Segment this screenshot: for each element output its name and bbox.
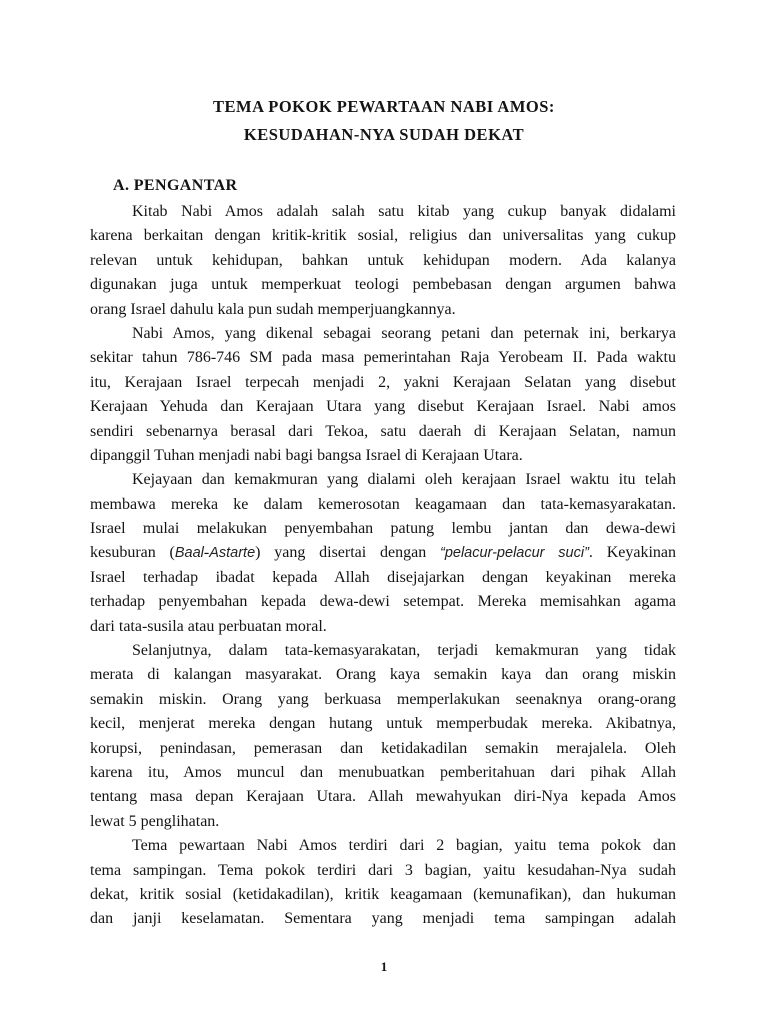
paragraph — [90, 834, 676, 932]
paragraph-line — [90, 541, 676, 565]
paragraph-line: Nabi Amos, yang dikenal sebagai seorang petani dan peternak ini, berkarya — [132, 324, 676, 342]
paragraph-line: sendiri sebenarnya berasal dari Tekoa, satu daerah di Kerajaan Selatan, namun — [90, 422, 676, 440]
paragraph-line: kecil, menjerat mereka dengan hutang untuk memperbudak mereka. Akibatnya, — [90, 715, 676, 733]
text-segment: - — [203, 544, 210, 562]
paragraph-line: Kejayaan dan kemakmuran yang dialami oleh kerajaan Israel waktu itu telah — [132, 471, 676, 489]
paragraph-line: dari tata-susila atau perbuatan moral. — [90, 617, 327, 635]
page-number: 1 — [380, 959, 388, 974]
text-segment: . Keyakinan — [588, 544, 676, 562]
paragraph — [90, 468, 676, 639]
paragraph-line: relevan untuk kehidupan, bahkan untuk kehidupan modern. Ada kalanya — [90, 251, 676, 269]
paragraph — [90, 200, 676, 322]
text-segment: kesuburan ( — [90, 544, 175, 562]
paragraph-line: Kerajaan Yehuda dan Kerajaan Utara yang disebut Kerajaan Israel. Nabi amos — [90, 398, 676, 416]
paragraph-line: tema sampingan. Tema pokok terdiri dari 3 bagian, yaitu kesudahan-Nya sudah — [90, 861, 676, 879]
paragraph-line: orang Israel dahulu kala pun sudah memperjuangkannya. — [90, 300, 456, 318]
paragraph-line: dipanggil Tuhan menjadi nabi bagi bangsa Israel di Kerajaan Utara. — [90, 446, 523, 464]
paragraph-line: Israel terhadap ibadat kepada Allah disejajarkan dengan keyakinan mereka — [90, 568, 676, 586]
paragraph-line: Kitab Nabi Amos adalah salah satu kitab yang cukup banyak didalami — [132, 203, 676, 220]
text-segment: ) yang disertai dengan — [255, 544, 440, 562]
paragraph-line: itu, Kerajaan Israel terpecah menjadi 2, yakni Kerajaan Selatan yang disebut — [90, 373, 676, 391]
paragraph-line: lewat 5 penglihatan. — [90, 812, 220, 830]
paragraph-line: dan janji keselamatan. Sementara yang menjadi tema sampingan adalah — [90, 910, 676, 928]
italic-term: Astarte — [209, 545, 256, 562]
paragraph-line: korupsi, penindasan, pemerasan dan ketidakadilan semakin merajalela. Oleh — [90, 739, 676, 757]
paragraph-line: digunakan juga untuk memperkuat teologi pembebasan dengan argumen bahwa — [90, 276, 676, 294]
paragraph — [90, 322, 676, 468]
paragraph-line: semakin miskin. Orang yang berkuasa memperlakukan seenaknya orang-orang — [90, 690, 676, 708]
paragraph-line: sekitar tahun 786-746 SM pada masa pemerintahan Raja Yerobeam II. Pada waktu — [90, 349, 676, 367]
paragraph-line: tentang masa depan Kerajaan Utara. Allah mewahyukan diri-Nya kepada Amos — [90, 788, 676, 806]
paragraph — [90, 639, 676, 834]
paragraph-line: karena itu, Amos muncul dan menubuatkan pemberitahuan dari pihak Allah — [90, 763, 676, 781]
paragraph-line: Selanjutnya, dalam tata-kemasyarakatan, terjadi kemakmuran yang tidak — [132, 642, 676, 660]
section-heading: A. PENGANTAR — [113, 177, 238, 194]
paragraph-line: Tema pewartaan Nabi Amos terdiri dari 2 bagian, yaitu tema pokok dan — [132, 837, 676, 855]
paragraph-line: dekat, kritik sosial (ketidakadilan), kritik keagamaan (kemunafikan), dan hukuman — [90, 885, 676, 903]
paragraph-line: karena berkaitan dengan kritik-kritik sosial, religius dan universalitas yang cukup — [90, 227, 676, 245]
subtitle-line: KESUDAHAN-NYA SUDAH DEKAT — [243, 125, 525, 144]
paragraph-line: membawa mereka ke dalam kemerosotan keagamaan dan tata-kemasyarakatan. — [90, 495, 676, 513]
italic-term: “pelacur-pelacur suci” — [439, 545, 589, 562]
paragraph-line: Israel mulai melakukan penyembahan patung lembu jantan dan dewa-dewi — [90, 520, 676, 538]
document-title — [0, 93, 768, 149]
title-line: TEMA POKOK PEWARTAAN NABI AMOS: — [213, 97, 555, 116]
body-text — [90, 200, 676, 932]
paragraph-line: terhadap penyembahan kepada dewa-dewi setempat. Mereka memisahkan agama — [90, 593, 676, 611]
italic-term: Baal — [174, 545, 204, 562]
paragraph-line: merata di kalangan masyarakat. Orang kaya semakin kaya dan orang miskin — [90, 666, 676, 684]
